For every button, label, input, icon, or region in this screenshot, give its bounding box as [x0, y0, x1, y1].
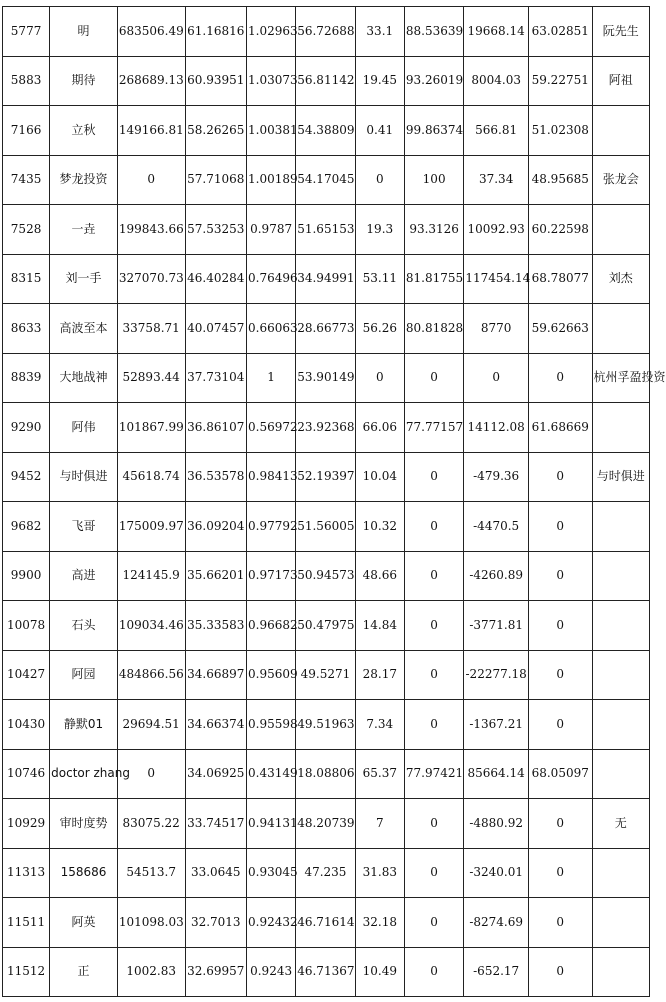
value-cell: 49.5271 [296, 650, 355, 700]
name-cell: 阿伟 [50, 403, 118, 453]
ratio-cell: 1.00381 [247, 106, 296, 156]
profit-cell: 8770 [464, 304, 529, 354]
pct-cell: 66.06 [355, 403, 404, 453]
index-cell: 63.02851 [528, 7, 592, 57]
rate-cell: 0 [404, 502, 463, 552]
table-row [3, 304, 650, 354]
rate-cell: 93.3126 [404, 205, 463, 255]
amount-cell: 683506.49 [117, 7, 185, 57]
score-cell: 32.7013 [185, 898, 247, 948]
name-cell: 与时俱进 [50, 452, 118, 502]
id-cell: 5883 [3, 56, 50, 106]
amount-cell: 124145.9 [117, 551, 185, 601]
note-cell [592, 848, 649, 898]
profit-cell: 10092.93 [464, 205, 529, 255]
ratio-cell: 0.98413 [247, 452, 296, 502]
name-cell: 明 [50, 7, 118, 57]
table-row [3, 601, 650, 651]
ratio-cell: 0.66063 [247, 304, 296, 354]
ratio-cell: 0.93045 [247, 848, 296, 898]
value-cell: 28.66773 [296, 304, 355, 354]
score-cell: 57.71068 [185, 155, 247, 205]
note-cell: 与时俱进 [592, 452, 649, 502]
pct-cell: 28.17 [355, 650, 404, 700]
table-row [3, 551, 650, 601]
note-cell [592, 551, 649, 601]
note-cell: 张龙会 [592, 155, 649, 205]
score-cell: 57.53253 [185, 205, 247, 255]
note-cell: 刘杰 [592, 254, 649, 304]
value-cell: 46.71614 [296, 898, 355, 948]
profit-cell: -22277.18 [464, 650, 529, 700]
profit-cell: -1367.21 [464, 700, 529, 750]
pct-cell: 31.83 [355, 848, 404, 898]
profit-cell: 117454.14 [464, 254, 529, 304]
note-cell: 无 [592, 799, 649, 849]
profit-cell: 0 [464, 353, 529, 403]
rate-cell: 0 [404, 650, 463, 700]
table-row [3, 403, 650, 453]
pct-cell: 19.3 [355, 205, 404, 255]
amount-cell: 109034.46 [117, 601, 185, 651]
value-cell: 48.20739 [296, 799, 355, 849]
table-row [3, 898, 650, 948]
score-cell: 33.0645 [185, 848, 247, 898]
ratio-cell: 0.97173 [247, 551, 296, 601]
ratio-cell: 1.02963 [247, 7, 296, 57]
value-cell: 51.56005 [296, 502, 355, 552]
name-cell: 阿英 [50, 898, 118, 948]
value-cell: 50.47975 [296, 601, 355, 651]
pct-cell: 10.32 [355, 502, 404, 552]
ratio-cell: 0.9787 [247, 205, 296, 255]
name-cell: 期待 [50, 56, 118, 106]
rate-cell: 0 [404, 353, 463, 403]
name-cell: 一垚 [50, 205, 118, 255]
ratio-cell: 0.43149 [247, 749, 296, 799]
ratio-cell: 0.95598 [247, 700, 296, 750]
score-cell: 36.86107 [185, 403, 247, 453]
value-cell: 54.38809 [296, 106, 355, 156]
ratio-cell: 0.97792 [247, 502, 296, 552]
id-cell: 9682 [3, 502, 50, 552]
index-cell: 0 [528, 947, 592, 997]
index-cell: 68.78077 [528, 254, 592, 304]
ratio-cell: 0.95609 [247, 650, 296, 700]
table-row [3, 700, 650, 750]
name-cell: 刘一手 [50, 254, 118, 304]
rate-cell: 100 [404, 155, 463, 205]
table-row [3, 205, 650, 255]
pct-cell: 14.84 [355, 601, 404, 651]
score-cell: 36.09204 [185, 502, 247, 552]
index-cell: 0 [528, 898, 592, 948]
name-cell: 158686 [50, 848, 118, 898]
pct-cell: 33.1 [355, 7, 404, 57]
table-row [3, 106, 650, 156]
rate-cell: 77.77157 [404, 403, 463, 453]
amount-cell: 199843.66 [117, 205, 185, 255]
id-cell: 10427 [3, 650, 50, 700]
note-cell [592, 304, 649, 354]
ratio-cell: 0.9243 [247, 947, 296, 997]
index-cell: 61.68669 [528, 403, 592, 453]
name-cell: 立秋 [50, 106, 118, 156]
rate-cell: 0 [404, 898, 463, 948]
score-cell: 34.66374 [185, 700, 247, 750]
id-cell: 10746 [3, 749, 50, 799]
data-table [2, 6, 666, 997]
index-cell: 59.22751 [528, 56, 592, 106]
pct-cell: 56.26 [355, 304, 404, 354]
index-cell: 51.02308 [528, 106, 592, 156]
id-cell: 7435 [3, 155, 50, 205]
index-cell: 0 [528, 502, 592, 552]
pct-cell: 0 [355, 353, 404, 403]
id-cell: 7528 [3, 205, 50, 255]
amount-cell: 52893.44 [117, 353, 185, 403]
name-cell: doctor zhang [50, 749, 118, 799]
rate-cell: 0 [404, 848, 463, 898]
value-cell: 34.94991 [296, 254, 355, 304]
amount-cell: 0 [117, 155, 185, 205]
note-cell: 阿祖 [592, 56, 649, 106]
profit-cell: -3240.01 [464, 848, 529, 898]
name-cell: 梦龙投资 [50, 155, 118, 205]
index-cell: 0 [528, 551, 592, 601]
id-cell: 8315 [3, 254, 50, 304]
note-cell [592, 947, 649, 997]
amount-cell: 83075.22 [117, 799, 185, 849]
value-cell: 54.17045 [296, 155, 355, 205]
index-cell: 48.95685 [528, 155, 592, 205]
index-cell: 0 [528, 799, 592, 849]
id-cell: 8839 [3, 353, 50, 403]
rate-cell: 0 [404, 452, 463, 502]
table-row [3, 650, 650, 700]
table-row [3, 7, 650, 57]
rate-cell: 0 [404, 700, 463, 750]
value-cell: 53.90149 [296, 353, 355, 403]
amount-cell: 149166.81 [117, 106, 185, 156]
id-cell: 8633 [3, 304, 50, 354]
score-cell: 46.40284 [185, 254, 247, 304]
table-row [3, 947, 650, 997]
pct-cell: 65.37 [355, 749, 404, 799]
id-cell: 7166 [3, 106, 50, 156]
table-row [3, 155, 650, 205]
rate-cell: 0 [404, 551, 463, 601]
amount-cell: 33758.71 [117, 304, 185, 354]
value-cell: 46.71367 [296, 947, 355, 997]
value-cell: 47.235 [296, 848, 355, 898]
value-cell: 18.08806 [296, 749, 355, 799]
score-cell: 34.06925 [185, 749, 247, 799]
note-cell [592, 403, 649, 453]
score-cell: 33.74517 [185, 799, 247, 849]
id-cell: 10430 [3, 700, 50, 750]
note-cell [592, 749, 649, 799]
amount-cell: 101867.99 [117, 403, 185, 453]
rate-cell: 99.86374 [404, 106, 463, 156]
name-cell: 大地战神 [50, 353, 118, 403]
id-cell: 11512 [3, 947, 50, 997]
amount-cell: 268689.13 [117, 56, 185, 106]
id-cell: 9452 [3, 452, 50, 502]
amount-cell: 45618.74 [117, 452, 185, 502]
index-cell: 68.05097 [528, 749, 592, 799]
id-cell: 9900 [3, 551, 50, 601]
score-cell: 36.53578 [185, 452, 247, 502]
id-cell: 5777 [3, 7, 50, 57]
amount-cell: 101098.03 [117, 898, 185, 948]
note-cell [592, 700, 649, 750]
profit-cell: 566.81 [464, 106, 529, 156]
pct-cell: 10.04 [355, 452, 404, 502]
ratio-cell: 1.03073 [247, 56, 296, 106]
index-cell: 60.22598 [528, 205, 592, 255]
score-cell: 35.66201 [185, 551, 247, 601]
index-cell: 0 [528, 601, 592, 651]
ratio-cell: 0.94131 [247, 799, 296, 849]
rate-cell: 88.53639 [404, 7, 463, 57]
table-row [3, 749, 650, 799]
pct-cell: 10.49 [355, 947, 404, 997]
rate-cell: 0 [404, 799, 463, 849]
note-cell [592, 898, 649, 948]
note-cell: 杭州孚盈投资 [592, 353, 649, 403]
rate-cell: 0 [404, 601, 463, 651]
table-row [3, 502, 650, 552]
ratio-cell: 0.96682 [247, 601, 296, 651]
name-cell: 飞哥 [50, 502, 118, 552]
name-cell: 正 [50, 947, 118, 997]
rate-cell: 93.26019 [404, 56, 463, 106]
index-cell: 0 [528, 452, 592, 502]
amount-cell: 1002.83 [117, 947, 185, 997]
note-cell [592, 106, 649, 156]
name-cell: 静默01 [50, 700, 118, 750]
score-cell: 40.07457 [185, 304, 247, 354]
profit-cell: -652.17 [464, 947, 529, 997]
table-body [3, 7, 666, 997]
id-cell: 9290 [3, 403, 50, 453]
id-cell: 11511 [3, 898, 50, 948]
pct-cell: 53.11 [355, 254, 404, 304]
value-cell: 49.51963 [296, 700, 355, 750]
profit-cell: -479.36 [464, 452, 529, 502]
rate-cell: 0 [404, 947, 463, 997]
profit-cell: 19668.14 [464, 7, 529, 57]
note-cell [592, 205, 649, 255]
profit-cell: 37.34 [464, 155, 529, 205]
table-row [3, 353, 650, 403]
pct-cell: 0 [355, 155, 404, 205]
id-cell: 10078 [3, 601, 50, 651]
profit-cell: -4470.5 [464, 502, 529, 552]
note-cell [592, 601, 649, 651]
table-row [3, 848, 650, 898]
value-cell: 51.65153 [296, 205, 355, 255]
score-cell: 37.73104 [185, 353, 247, 403]
score-cell: 35.33583 [185, 601, 247, 651]
amount-cell: 484866.56 [117, 650, 185, 700]
amount-cell: 327070.73 [117, 254, 185, 304]
pct-cell: 19.45 [355, 56, 404, 106]
rate-cell: 81.81755 [404, 254, 463, 304]
pct-cell: 32.18 [355, 898, 404, 948]
index-cell: 0 [528, 700, 592, 750]
id-cell: 11313 [3, 848, 50, 898]
index-cell: 0 [528, 353, 592, 403]
value-cell: 56.81142 [296, 56, 355, 106]
value-cell: 50.94573 [296, 551, 355, 601]
note-cell [592, 650, 649, 700]
name-cell: 审时度势 [50, 799, 118, 849]
profit-cell: 85664.14 [464, 749, 529, 799]
profit-cell: -4260.89 [464, 551, 529, 601]
amount-cell: 54513.7 [117, 848, 185, 898]
score-cell: 58.26265 [185, 106, 247, 156]
index-cell: 0 [528, 848, 592, 898]
index-cell: 59.62663 [528, 304, 592, 354]
ratio-cell: 0.76496 [247, 254, 296, 304]
table-row [3, 452, 650, 502]
table-row [3, 56, 650, 106]
amount-cell: 0 [117, 749, 185, 799]
profit-cell: 8004.03 [464, 56, 529, 106]
value-cell: 52.19397 [296, 452, 355, 502]
amount-cell: 175009.97 [117, 502, 185, 552]
rate-cell: 80.81828 [404, 304, 463, 354]
name-cell: 阿园 [50, 650, 118, 700]
ratio-cell: 1.00189 [247, 155, 296, 205]
score-cell: 32.69957 [185, 947, 247, 997]
pct-cell: 0.41 [355, 106, 404, 156]
ratio-cell: 0.56972 [247, 403, 296, 453]
table-row [3, 799, 650, 849]
name-cell: 高波至本 [50, 304, 118, 354]
score-cell: 61.16816 [185, 7, 247, 57]
value-cell: 23.92368 [296, 403, 355, 453]
name-cell: 高进 [50, 551, 118, 601]
ratio-cell: 1 [247, 353, 296, 403]
profit-cell: -3771.81 [464, 601, 529, 651]
ratio-cell: 0.92432 [247, 898, 296, 948]
profit-cell: 14112.08 [464, 403, 529, 453]
amount-cell: 29694.51 [117, 700, 185, 750]
pct-cell: 7 [355, 799, 404, 849]
note-cell: 阮先生 [592, 7, 649, 57]
pct-cell: 7.34 [355, 700, 404, 750]
score-cell: 60.93951 [185, 56, 247, 106]
table-row [3, 254, 650, 304]
index-cell: 0 [528, 650, 592, 700]
name-cell: 石头 [50, 601, 118, 651]
rate-cell: 77.97421 [404, 749, 463, 799]
id-cell: 10929 [3, 799, 50, 849]
profit-cell: -8274.69 [464, 898, 529, 948]
profit-cell: -4880.92 [464, 799, 529, 849]
score-cell: 34.66897 [185, 650, 247, 700]
note-cell [592, 502, 649, 552]
value-cell: 56.72688 [296, 7, 355, 57]
pct-cell: 48.66 [355, 551, 404, 601]
